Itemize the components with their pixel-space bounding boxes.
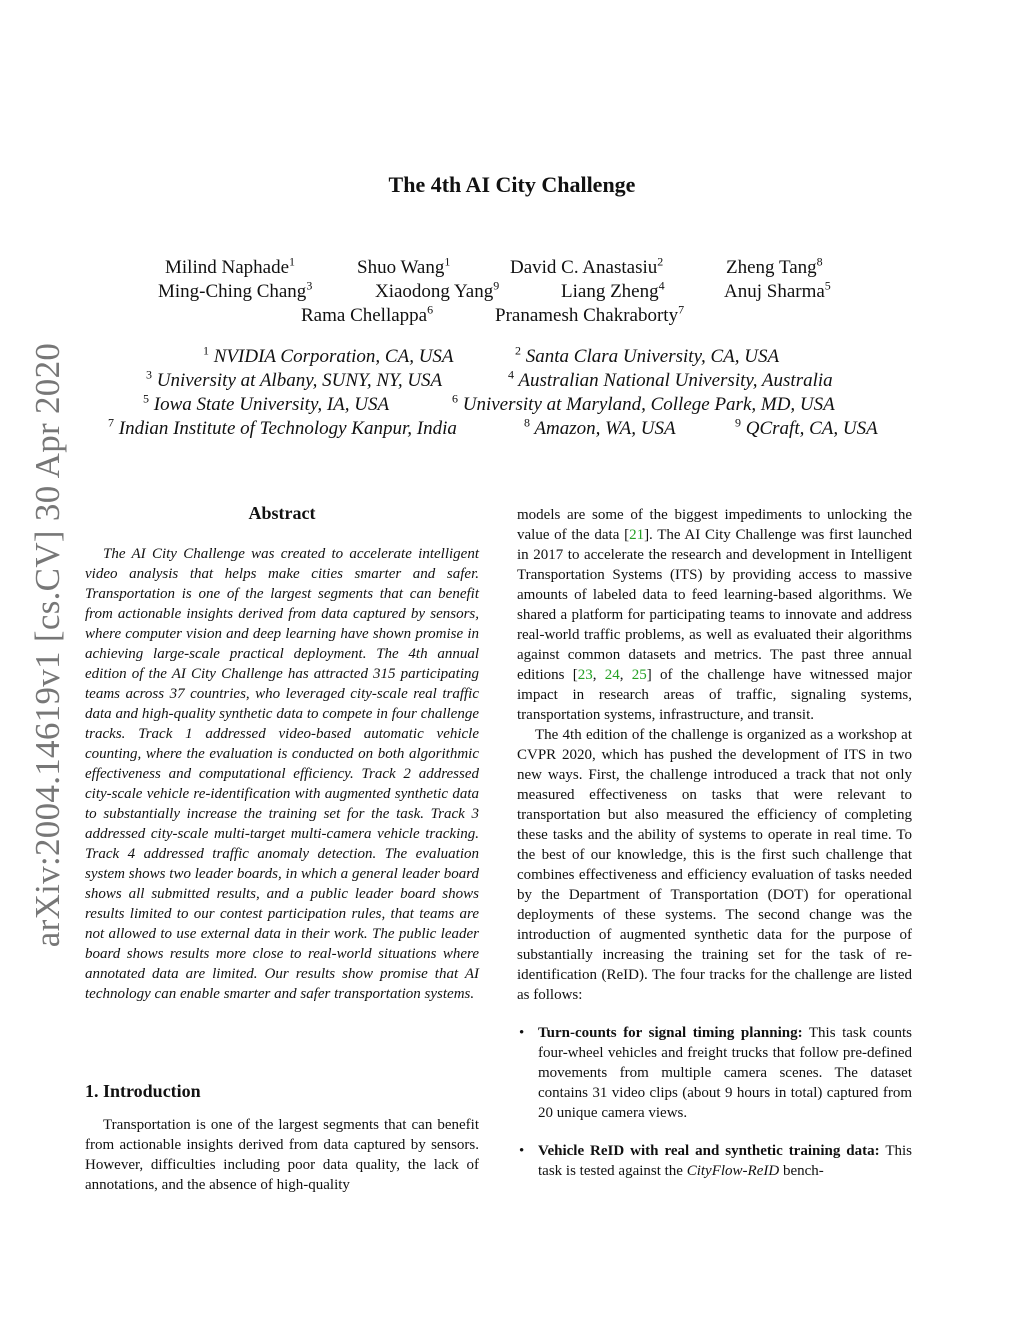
author: Shuo Wang$^1$ — [357, 254, 451, 278]
citation-link[interactable]: 23 — [577, 667, 593, 683]
right-column — [517, 505, 912, 1199]
author: Liang Zheng$^4$ — [561, 278, 665, 302]
author: Pranamesh Chakraborty$^7$ — [495, 302, 685, 326]
section-heading-introduction: 1. Introduction — [85, 1081, 201, 1101]
abstract-heading: Abstract — [248, 503, 316, 523]
track-list — [517, 1023, 912, 1181]
bullet-icon: • — [519, 1025, 525, 1041]
citation-link[interactable]: 24 — [604, 667, 620, 683]
affiliation: $^4$ Australian National University, Australia — [508, 367, 833, 391]
author: David C. Anastasiu$^2$ — [510, 254, 664, 278]
affiliation: $^1$ NVIDIA Corporation, CA, USA — [203, 343, 454, 367]
intro-paragraph: Transportation is one of the largest segments that can benefit from actionable insights derived from data captured by sensors. However, difficulties including poor data quality, the lack of annotations, and the absence of high-quality — [85, 1117, 479, 1193]
author: Rama Chellappa$^6$ — [301, 302, 434, 326]
list-item: • Turn-counts for signal timing planning: This task counts four-wheel vehicles and freight trucks that follow pre-defined movements from multiple camera scenes. The dataset contains 31 video clips (about 9 hours in total) captured from 20 unique camera views. — [519, 1025, 912, 1121]
list-item: • Vehicle ReID with real and synthetic training data: This task is tested against the CityFlow-ReID bench- — [519, 1143, 913, 1179]
affiliation: $^3$ University at Albany, SUNY, NY, USA — [146, 367, 443, 391]
intro-left-column — [85, 1115, 479, 1195]
author: Zheng Tang$^8$ — [726, 254, 823, 278]
affiliation: $^7$ Indian Institute of Technology Kanpur, India — [108, 415, 457, 439]
citation-link[interactable]: 21 — [629, 527, 645, 543]
arxiv-stamp-text: arXiv:2004.14619v1 [cs.CV] 30 Apr 2020 — [28, 342, 67, 948]
affiliation: $^2$ Santa Clara University, CA, USA — [515, 343, 780, 367]
affiliation: $^6$ University at Maryland, College Park, MD, USA — [452, 391, 835, 415]
intro-paragraph: The 4th edition of the challenge is organized as a workshop at CVPR 2020, which has pushed the development of ITS in two new ways. First, the challenge introduced a track that not only measured effectiveness on tasks that were relevant to transportation but also measured the efficiency of completing these tasks and the ability of systems to operate in real time. To the best of our knowledge, this is the first such challenge that combines effectiveness and efficiency evaluation of tasks needed by the Department of Transportation (DOT) for operational deployments of these systems. The second change was the introduction of augmented synthetic data for the purpose of substantially increasing the training set for the task of re-identification (ReID). The four tracks for the challenge are listed as follows: — [517, 727, 912, 1003]
abstract-paragraph: The AI City Challenge was created to accelerate intelligent video analysis that helps make cities smarter and safer. Transportation is one of the largest segments that can benefit from actionable insights derived from data captured by sensors, where computer vision and deep learning have shown promise in achieving large-scale practical deployment. The 4th annual edition of the AI City Challenge has attracted 315 participating teams across 37 countries, who leveraged city-scale real traffic data and high-quality synthetic data to compete in four challenge tracks. Track 1 addressed video-based automatic vehicle counting, where the evaluation is conducted on both algorithmic effectiveness and computational efficiency. Track 2 addressed city-scale vehicle re-identification with augmented synthetic data to substantially increase the training set for the task. Track 3 addressed city-scale multi-target multi-camera vehicle tracking. Track 4 addressed traffic anomaly detection. The evaluation system shows two leader boards, in which a general leader board shows all submitted results, and a public leader board shows results limited to our contest participation rules, that teams are not allowed to use external data in their work. The public leader board shows results more close to real-world situations where annotated data are limited. Our results show promise that AI technology can enable smarter and safer transportation systems. — [85, 546, 479, 1002]
author-block — [0, 254, 1024, 329]
bullet-icon: • — [519, 1143, 525, 1159]
abstract-body — [85, 544, 479, 1004]
affiliation: $^9$ QCraft, CA, USA — [735, 415, 878, 439]
author: Milind Naphade$^1$ — [165, 254, 296, 278]
author: Xiaodong Yang$^9$ — [375, 278, 500, 302]
paper-title: The 4th AI City Challenge — [388, 172, 636, 197]
affiliation: $^8$ Amazon, WA, USA — [524, 415, 676, 439]
author: Ming-Ching Chang$^3$ — [158, 278, 313, 302]
intro-paragraph-continued: models are some of the biggest impediments to unlocking the value of the data [21]. The AI City Challenge was first launched in 2017 to accelerate the research and development in Intelligent Transportation Systems (ITS) by providing access to massive amounts of labeled data to feed learning-based algorithms. We shared a platform for participating teams to innovate and address real-world traffic problems, as well as evaluated their algorithms against common datasets and metrics. The past three annual editions [23, 24, 25] of the challenge have witnessed major impact in research areas of traffic, signaling systems, transportation systems, infrastructure, and transit. — [517, 507, 913, 723]
author: Anuj Sharma$^5$ — [724, 278, 831, 302]
affiliation-block — [0, 343, 1024, 442]
citation-link[interactable]: 25 — [631, 667, 647, 683]
affiliation: $^5$ Iowa State University, IA, USA — [143, 391, 390, 415]
